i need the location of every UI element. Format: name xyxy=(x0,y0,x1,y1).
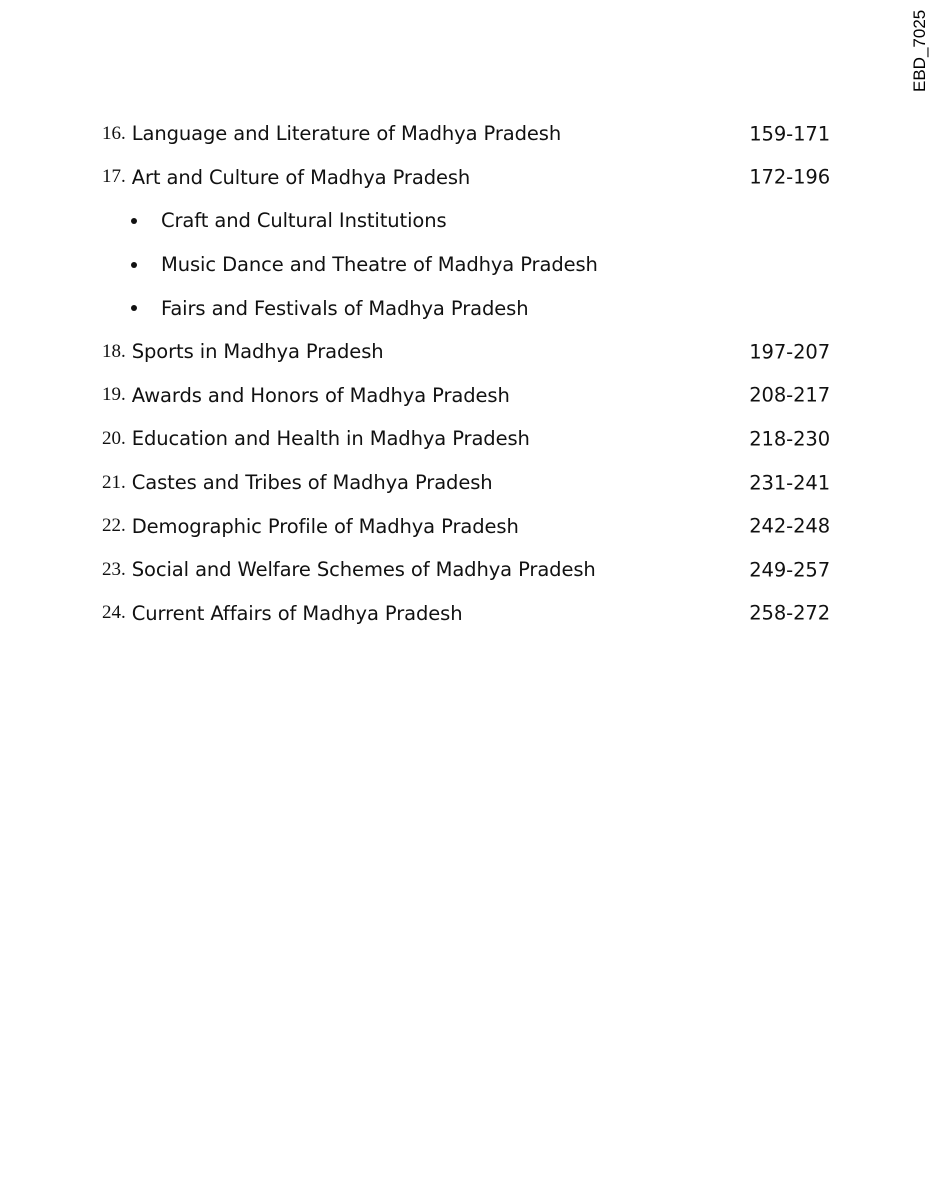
toc-entry-pages: 258-272 xyxy=(749,601,830,625)
toc-entry-pages: 159-171 xyxy=(749,122,830,146)
toc-entry-number: 16. xyxy=(102,122,126,144)
toc-subentry-title: Fairs and Festivals of Madhya Pradesh xyxy=(161,296,529,320)
toc-entry-pages: 249-257 xyxy=(749,558,830,582)
toc-entry-pages: 197-207 xyxy=(749,340,830,364)
toc-subentry-title: Craft and Cultural Institutions xyxy=(161,209,447,233)
toc-entry-number: 19. xyxy=(102,384,126,406)
toc-entry-number: 24. xyxy=(102,602,126,624)
toc-subentry[interactable] xyxy=(102,243,830,287)
toc-entry-title: Language and Literature of Madhya Pradesh xyxy=(131,122,562,146)
toc-entry[interactable] xyxy=(102,592,830,636)
toc-entry-pages: 242-248 xyxy=(749,514,830,538)
toc-entry[interactable] xyxy=(102,504,830,548)
toc-entry[interactable] xyxy=(102,417,830,461)
toc-entry-title: Social and Welfare Schemes of Madhya Pradesh xyxy=(131,558,596,582)
toc-entry-number: 20. xyxy=(102,427,126,449)
toc-entry[interactable] xyxy=(102,156,830,200)
toc-entry[interactable] xyxy=(102,112,830,156)
document-code-label: EBD_7025 xyxy=(910,9,929,92)
toc-entry-number: 23. xyxy=(102,558,126,580)
toc-entry-title: Sports in Madhya Pradesh xyxy=(131,340,384,364)
toc-entry-title: Education and Health in Madhya Pradesh xyxy=(131,427,530,451)
toc-entry-number: 22. xyxy=(102,515,126,537)
toc-entry[interactable] xyxy=(102,330,830,374)
toc-entry[interactable] xyxy=(102,461,830,505)
toc-subentry[interactable] xyxy=(102,286,830,330)
toc-entry-title: Awards and Honors of Madhya Pradesh xyxy=(131,383,510,407)
bullet-icon xyxy=(131,305,137,311)
toc-entry[interactable] xyxy=(102,548,830,592)
toc-entry-number: 17. xyxy=(102,166,126,188)
toc-entry-number: 21. xyxy=(102,471,126,493)
bullet-icon xyxy=(131,262,137,268)
toc-subentry-title: Music Dance and Theatre of Madhya Pradesh xyxy=(161,253,598,277)
toc-subentry[interactable] xyxy=(102,199,830,243)
toc-entry-title: Demographic Profile of Madhya Pradesh xyxy=(131,514,519,538)
toc-entry-title: Current Affairs of Madhya Pradesh xyxy=(131,601,463,625)
toc-entry-title: Castes and Tribes of Madhya Pradesh xyxy=(131,471,493,495)
toc-entry-pages: 172-196 xyxy=(749,165,830,189)
bullet-icon xyxy=(131,218,137,224)
toc-entry-pages: 208-217 xyxy=(749,383,830,407)
toc-entry-title: Art and Culture of Madhya Pradesh xyxy=(131,165,471,189)
toc-entry-number: 18. xyxy=(102,340,126,362)
toc-entry[interactable] xyxy=(102,374,830,418)
toc-entry-pages: 231-241 xyxy=(749,471,830,495)
table-of-contents xyxy=(102,112,830,635)
toc-entry-pages: 218-230 xyxy=(749,427,830,451)
